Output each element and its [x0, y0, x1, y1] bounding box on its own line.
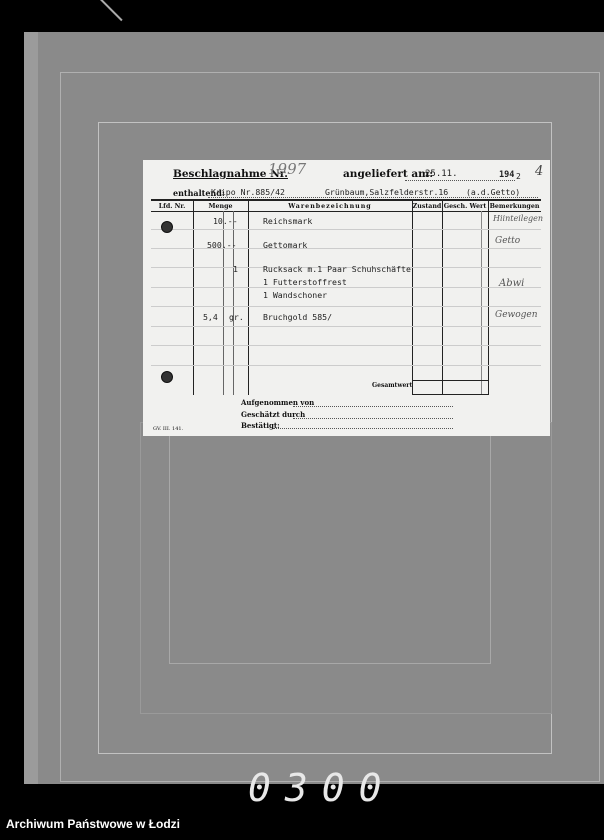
card-title: Beschlagnahme Nr.	[173, 168, 288, 180]
row-qty: 500.--	[207, 240, 237, 250]
table-top-rule	[151, 199, 541, 201]
year-suffix: 2	[516, 172, 521, 181]
containing-line	[208, 197, 538, 198]
address-note: (a.d.Getto)	[466, 187, 521, 197]
col-rule	[223, 211, 224, 395]
estimated-label: Geschätzt durch	[241, 410, 306, 419]
total-rule-bottom	[412, 394, 488, 395]
sheet-edge	[24, 32, 38, 784]
delivered-label: angeliefert am:	[343, 168, 434, 180]
archive-label: Archiwum Państwowe w Łodzi	[6, 817, 181, 831]
sheet-lower-inner-frame	[169, 432, 491, 664]
row-rule	[151, 345, 541, 346]
col-zustand: Zustand	[412, 203, 442, 210]
seizure-card	[143, 160, 550, 436]
containing-value: Kripo Nr.885/42	[211, 187, 285, 197]
containing-label: enthaltend:	[173, 188, 225, 198]
row-remark: Hiinteilegen	[493, 214, 544, 223]
col-warenbezeichnung: Warenbezeichnung	[288, 203, 372, 210]
row-desc: Reichsmark	[263, 216, 313, 226]
corner-number: 4	[535, 164, 544, 179]
received-label: Aufgenommen von	[241, 398, 315, 407]
row-desc: 1 Wandschoner	[263, 290, 328, 300]
row-remark: Abwi	[499, 278, 525, 289]
col-rule	[481, 211, 482, 395]
row-remark: Getto	[495, 236, 521, 246]
row-rule	[151, 229, 541, 230]
estimated-line	[293, 418, 453, 419]
row-remark: Gewogen	[495, 310, 538, 320]
corner-mark	[100, 0, 180, 22]
row-desc: Rucksack m.1 Paar Schuhschäfte	[263, 264, 411, 274]
frame-number: 0300	[248, 766, 396, 810]
col-menge: Menge	[208, 203, 233, 210]
row-desc: Gettomark	[263, 240, 308, 250]
row-rule	[151, 306, 541, 307]
confirmed-line	[273, 428, 453, 429]
col-rule	[233, 211, 234, 395]
col-gesch-wert: Gesch. Wert	[443, 203, 487, 210]
col-lfd-nr: Lfd. Nr.	[158, 203, 186, 210]
received-line	[293, 406, 453, 407]
table-head-rule	[151, 211, 541, 212]
date-line	[405, 180, 515, 181]
confirmed-label: Bestätigt:	[241, 421, 280, 430]
row-qty: 10.--	[213, 216, 238, 226]
row-desc: 1 Futterstoffrest	[263, 277, 347, 287]
row-rule	[151, 287, 541, 288]
card-number: 1997	[268, 160, 307, 178]
col-bemerkungen: Bemerkungen	[489, 203, 540, 210]
year: 194	[499, 170, 515, 180]
total-rule	[412, 380, 488, 381]
address: Grünbaum,Salzfelderstr.16	[325, 187, 449, 197]
row-qty: 5,4	[203, 312, 218, 322]
delivered-date: 25.11.	[425, 169, 458, 179]
punch-hole	[161, 221, 173, 233]
punch-hole	[161, 371, 173, 383]
row-rule	[151, 326, 541, 327]
total-label: Gesamtwert	[372, 382, 413, 389]
form-code: GV. III. 141.	[153, 426, 184, 432]
row-qty: 1	[233, 264, 238, 274]
row-unit: gr.	[229, 312, 244, 322]
row-rule	[151, 365, 541, 366]
row-desc: Bruchgold 585/	[263, 312, 333, 322]
